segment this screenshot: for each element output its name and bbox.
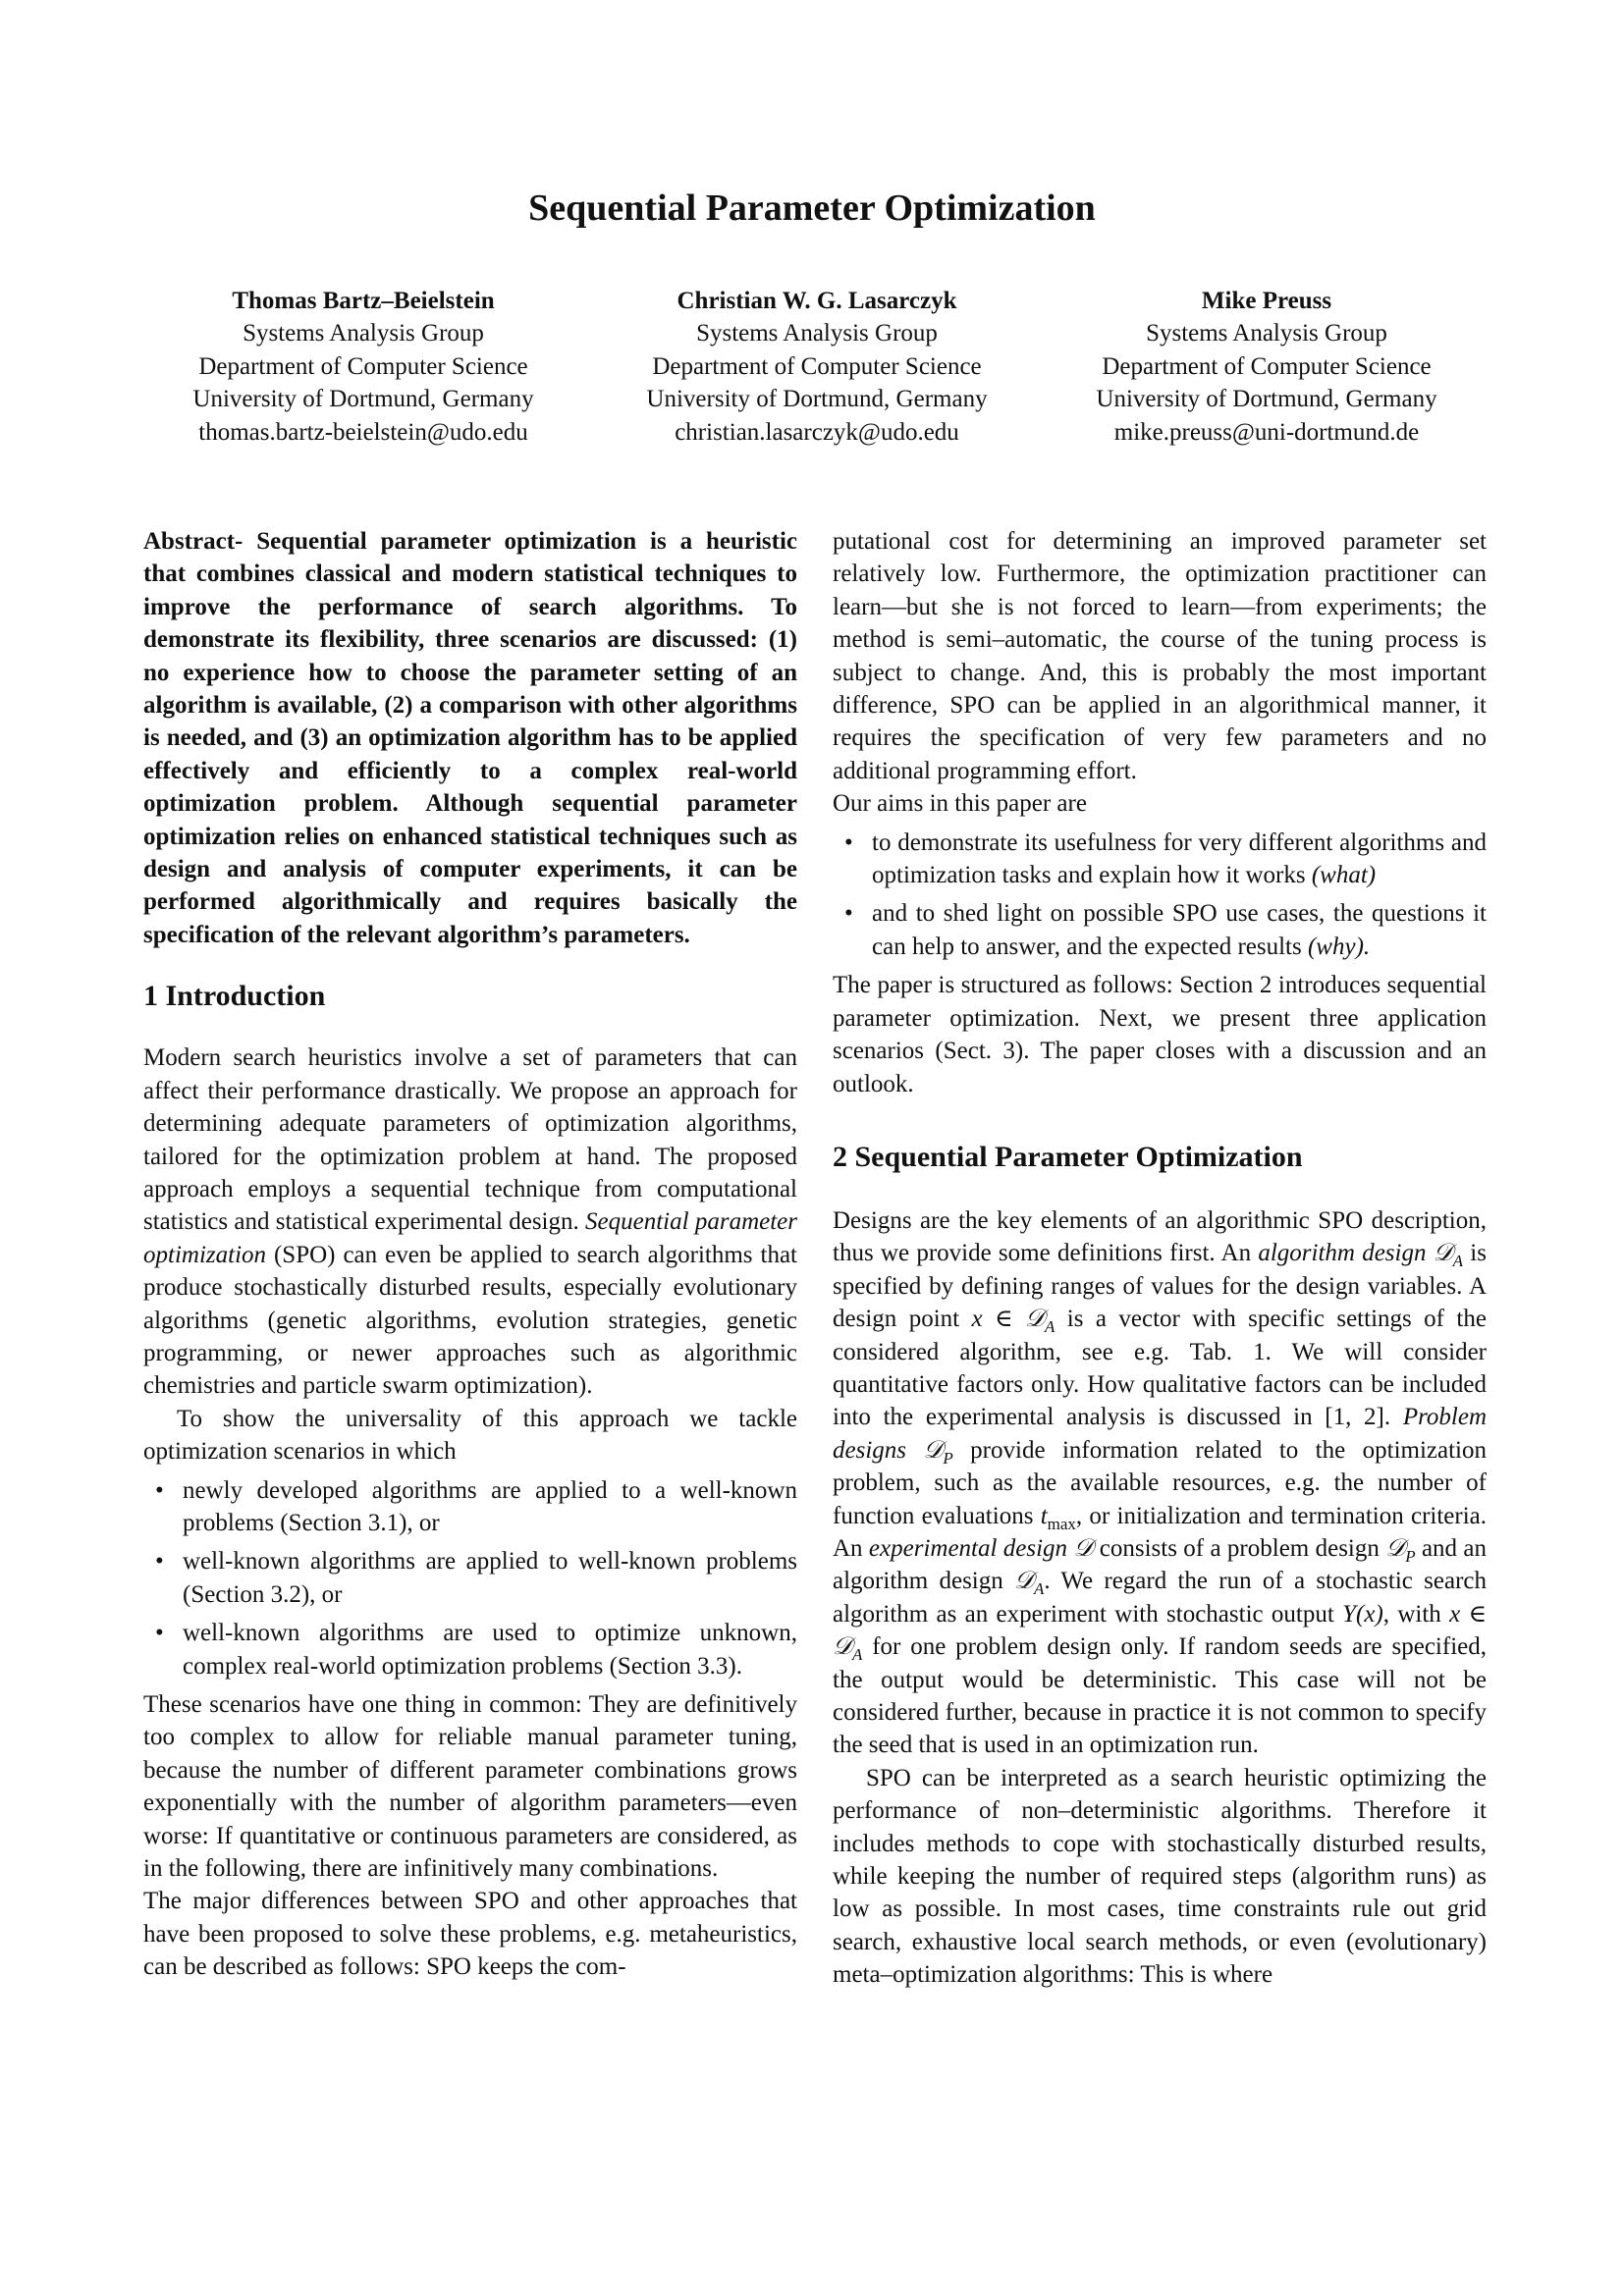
author-email: thomas.bartz-beielstein@udo.edu <box>198 418 528 446</box>
aims-intro: Our aims in this paper are <box>833 790 1087 818</box>
text-run: , or initialization and termination criteria. An <box>833 1502 1487 1562</box>
left-column <box>143 525 797 1984</box>
author-group: Systems Analysis Group <box>696 320 938 347</box>
spo-paragraph-1 <box>833 1204 1487 1762</box>
author-name: Christian W. G. Lasarczyk <box>677 288 957 314</box>
math-subscript: A <box>1033 1579 1045 1599</box>
text-run: . We regard the run of a stochastic search algorithm as an experiment with stochastic output <box>833 1568 1488 1628</box>
list-item-text: to demonstrate its usefulness for very different algorithms and optimization tasks and explain how it works <box>872 828 1487 889</box>
scenario-list <box>143 1474 797 1682</box>
author-1 <box>147 285 579 449</box>
right-column <box>833 525 1487 1992</box>
math-symbol <box>923 1436 953 1468</box>
list-item <box>143 1474 797 1540</box>
aims-list <box>833 827 1487 964</box>
math-subscript: max <box>1047 1514 1076 1533</box>
text-run: provide information related to the optimization problem, such as the available resources, e.g. the number of function evaluations <box>833 1436 1488 1529</box>
author-block <box>147 285 1483 461</box>
list-item <box>833 827 1487 892</box>
bullet-icon: • <box>155 1476 164 1504</box>
math-expression <box>971 1306 1056 1337</box>
list-item <box>833 897 1487 963</box>
structure-paragraph: The paper is structured as follows: Section 2 introduces sequential parameter optimization. Next, we present three application scenarios (Sect. 3). The paper closes with a discussion and an outlook. <box>833 972 1487 1097</box>
author-name: Thomas Bartz–Beielstein <box>232 288 495 314</box>
text-run: consists of a problem design <box>1093 1534 1386 1562</box>
math-symbol <box>1040 1502 1076 1533</box>
math-base: 𝒟 <box>1385 1534 1406 1562</box>
author-univ: University of Dortmund, Germany <box>1096 386 1437 413</box>
math-subscript: P <box>943 1448 953 1468</box>
text-run: is specified by defining ranges of values for the design variables. A design point <box>833 1240 1487 1333</box>
math-base: 𝒟 <box>1014 1568 1034 1595</box>
author-name: Mike Preuss <box>1201 288 1332 314</box>
author-2 <box>601 285 1033 449</box>
text-run: , with <box>1382 1600 1450 1628</box>
author-dept: Department of Computer Science <box>1102 352 1432 380</box>
text-run: (SPO) can even be applied to search algorithms that produce stochastically disturbed results, especially evolutionary algorithms (genetic algorithms, evolution strategies, genetic programming, or newer approaches such as algorithmic chemistries and particle swarm optimization). <box>143 1241 797 1400</box>
abstract: Abstract- Sequential parameter optimization is a heuristic that combines classical and modern statistical techniques to improve the performance of search algorithms. To demonstrate its flexibility, three scenarios are discussed: (1) no experience how to choose the parameter setting of an algorithm is available, (2) a comparison with other algorithms is needed, and (3) an optimization algorithm has to be applied effectively and efficiently to a complex real-world optimization problem. Although sequential parameter optimization relies on enhanced statistical techniques such as design and analysis of computer experiments, it can be performed algorithmically and requires basically the specification of the relevant algorithm’s parameters. <box>143 528 797 948</box>
math-symbol: 𝒟 <box>1073 1534 1094 1562</box>
author-dept: Department of Computer Science <box>652 352 982 380</box>
bullet-icon: • <box>155 1620 164 1647</box>
emphasis-term: algorithm design <box>1258 1240 1427 1267</box>
math-base: x ∈ 𝒟 <box>833 1600 1487 1661</box>
text-run: and an algorithm design <box>833 1534 1488 1595</box>
math-expression: Y(x) <box>1342 1600 1383 1628</box>
intro-paragraph-4-continued: putational cost for determining an improved parameter set relatively low. Furthermore, the optimization practitioner can learn—but she is not forced to learn—from experiments; the method is semi–automatic, the course of the tuning process is subject to change. And, this is probably the most important difference, SPO can be applied in an algorithmical manner, it requires the specification of very few parameters and no additional programming effort. <box>833 528 1487 784</box>
list-item-text: well-known algorithms are used to optimize unknown, complex real-world optimization problems (Section 3.3). <box>183 1620 797 1680</box>
math-base: x ∈ 𝒟 <box>971 1306 1045 1333</box>
text-run: for one problem design only. If random seeds are specified, the output would be deterministic. This case will not be considered further, because in practice it is not common to specify the seed that is used in an optimization run. <box>833 1633 1487 1759</box>
emphasis-term: Problem designs <box>833 1404 1487 1464</box>
bullet-icon: • <box>844 900 853 928</box>
intro-paragraph-1 <box>143 1041 797 1402</box>
intro-paragraph-3: These scenarios have one thing in common: They are definitively too complex to allow for reliable manual parameter tuning, because the number of different parameter combinations grows exponentially with the number of algorithm parameters—even worse: If quantitative or continuous parameters are considered, as in the following, there are infinitively many combinations. <box>143 1691 797 1883</box>
math-symbol <box>1014 1568 1045 1599</box>
math-subscript: A <box>1044 1317 1056 1337</box>
author-univ: University of Dortmund, Germany <box>192 386 534 413</box>
emphasis-term: Sequential parameter optimization <box>143 1208 798 1268</box>
math-subscript: P <box>1405 1546 1416 1566</box>
math-base: 𝒟 <box>923 1436 944 1464</box>
text-run: Designs are the key elements of an algorithmic SPO description, thus we provide some definitions first. An <box>833 1206 1487 1267</box>
math-base: t <box>1040 1502 1048 1529</box>
paper-title: Sequential Parameter Optimization <box>528 187 1096 229</box>
intro-paragraph-4: The major differences between SPO and other approaches that have been proposed to solve these problems, e.g. metaheuristics, can be described as follows: SPO keeps the com- <box>143 1888 797 1981</box>
spo-paragraph-2: SPO can be interpreted as a search heuristic optimizing the performance of non–deterministic algorithms. Therefore it includes methods to cope with stochastically disturbed results, while keeping the number of required steps (algorithm runs) as low as possible. In most cases, time constraints rule out grid search, exhaustive local search methods, or even (evolutionary) meta–optimization algorithms: This is where <box>833 1764 1487 1989</box>
math-subscript: A <box>851 1645 863 1665</box>
author-email: mike.preuss@uni-dortmund.de <box>1113 418 1420 446</box>
math-subscript: A <box>1452 1252 1464 1271</box>
list-item-tag: (what) <box>1311 862 1377 889</box>
section-heading-introduction: 1 Introduction <box>143 980 326 1013</box>
bullet-icon: • <box>155 1548 164 1575</box>
section-heading-spo: 2 Sequential Parameter Optimization <box>833 1140 1303 1173</box>
author-3 <box>1051 285 1483 449</box>
text-run: is a vector with specific settings of the considered algorithm, see e.g. Tab. 1. We will consider quantitative factors only. How qualitative factors can be included into the experimental analysis is discussed in [1, 2]. <box>833 1306 1487 1431</box>
list-item <box>143 1617 797 1682</box>
math-symbol <box>1385 1534 1416 1566</box>
author-univ: University of Dortmund, Germany <box>646 386 988 413</box>
math-base: 𝒟 <box>1433 1240 1453 1267</box>
author-email: christian.lasarczyk@udo.edu <box>675 418 959 446</box>
math-symbol <box>1433 1240 1464 1271</box>
list-item-text: newly developed algorithms are applied to a well-known problems (Section 3.1), or <box>183 1476 797 1536</box>
list-item-tag: (why). <box>1307 933 1371 960</box>
bullet-icon: • <box>844 828 853 856</box>
intro-paragraph-2: To show the universality of this approach we tackle optimization scenarios in which <box>143 1405 797 1466</box>
author-dept: Department of Computer Science <box>198 352 528 380</box>
author-group: Systems Analysis Group <box>243 320 484 347</box>
list-item <box>143 1545 797 1611</box>
author-group: Systems Analysis Group <box>1146 320 1387 347</box>
list-item-text: and to shed light on possible SPO use cases, the questions it can help to answer, and the expected results <box>872 900 1487 960</box>
list-item-text: well-known algorithms are applied to well-known problems (Section 3.2), or <box>183 1548 797 1608</box>
emphasis-term: experimental design <box>868 1534 1068 1562</box>
text-run: Modern search heuristics involve a set of parameters that can affect their performance drastically. We propose an approach for determining adequate parameters of optimization algorithms, tailored for the optimization problem at hand. The proposed approach employs a sequential technique from computational statistics and statistical experimental design. <box>143 1044 797 1236</box>
